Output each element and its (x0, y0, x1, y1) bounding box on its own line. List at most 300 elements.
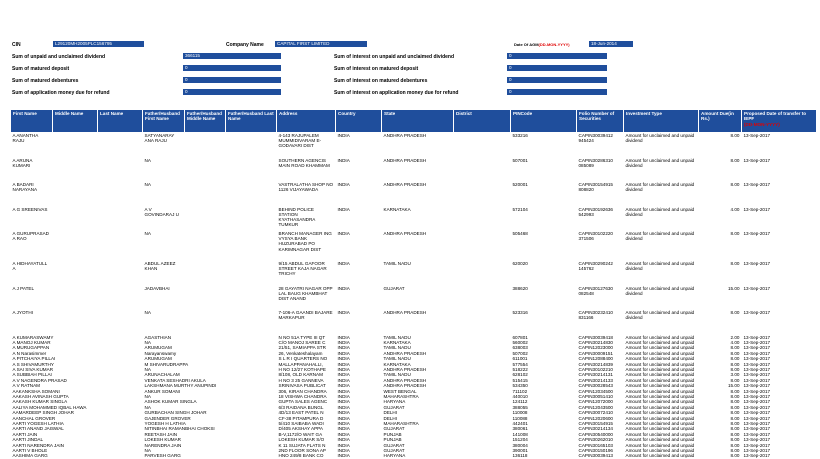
table-cell (454, 133, 511, 158)
table-cell: Amount for unclaimed and unpaid (625, 421, 695, 426)
table-cell: 13-Sep-2017 (743, 310, 771, 315)
table-cell: 136118 (512, 453, 528, 459)
table-cell: CAPIN30262010 (578, 437, 613, 443)
table-cell: 388055 (512, 404, 528, 410)
table-cell: INDIA (337, 404, 350, 410)
table-cell: TAMIL NADU (383, 334, 411, 340)
table-cell (226, 207, 277, 232)
table-cell: NA (144, 182, 151, 187)
table-cell (53, 133, 98, 158)
table-cell: 13-Sep-2017 (743, 437, 771, 443)
table-cell: ANDHRA PRADESH (383, 231, 427, 236)
table-cell: ABDUL AZEEZ KHAN (144, 261, 176, 272)
table-cell: YOGESH H LATHIA (144, 421, 186, 426)
table-cell: 4.00 (730, 206, 740, 212)
table-cell: 8.00 (730, 421, 740, 426)
table-cell: CAPIN30072410 (578, 410, 613, 416)
table-cell: TAMIL NADU (383, 345, 411, 351)
table-cell: C/O MANOJ SAREE C (278, 339, 326, 345)
table-cell: 8.00 (730, 393, 740, 399)
table-cell: AARTI NARENDRA JAIN (12, 442, 64, 448)
table-cell: BRANCH MANAGER ING VYSYA BANK HUZURABAD PO KARIMNAGAR DIST (278, 231, 332, 252)
table-cell: CAPIN30051410 (578, 393, 613, 399)
table-cell: 533216 (512, 133, 528, 138)
table-cell: 611001 (512, 356, 528, 362)
table-cell: HARYANA (383, 453, 406, 459)
interest-debentures-label: Sum of interest on matured debentures (334, 78, 428, 84)
table-cell: GAJENDER GROVER (144, 415, 191, 421)
table-cell: Amount for unclaimed and unpaid (625, 383, 695, 389)
table-cell: INDIA (337, 399, 350, 405)
table-row (11, 182, 817, 207)
table-cell: 13-Sep-2017 (743, 393, 771, 399)
table-cell: KARNATAKA (383, 361, 411, 367)
table-cell: Amount for unclaimed and unpaid (625, 415, 695, 421)
table-cell: CAPIN30214133 (578, 377, 613, 383)
table-cell: INDIA (337, 437, 350, 443)
table-cell: A HIDHAYATULL A (12, 261, 48, 272)
table-cell: AASHIMA GARG (12, 453, 48, 459)
table-cell: 110088 (512, 415, 528, 421)
table-cell: Amount for unclaimed and unpaid (625, 356, 695, 362)
table-cell: VENKATA SESHADRI AKULA (144, 377, 206, 383)
table-cell: TAMIL NADU (383, 372, 411, 378)
table-cell: ANDHRA PRADESH (383, 182, 427, 187)
col-header: Amount Due(in Rs.) (699, 110, 742, 133)
table-cell: ANDHRA PRADESH (383, 377, 427, 383)
table-cell: NA (144, 404, 151, 410)
table-cell: HNO 249/8 BANK CO (278, 453, 324, 459)
table-cell: CAPIN30165103 (578, 442, 613, 448)
table-cell (53, 158, 98, 183)
table-cell: ANDHRA PRADESH (383, 157, 427, 163)
table-cell: CAPIN30039412 945424 (578, 133, 613, 144)
table-cell: 8.00 (730, 356, 740, 362)
table-cell: 18 VISHWA CHANDRA (278, 393, 327, 399)
table-cell: CAPIN30102220 371506 (578, 231, 613, 242)
table-cell (226, 261, 277, 286)
interest-refund-field[interactable]: 0 (507, 89, 607, 95)
table-cell: A JYOTHI (12, 310, 33, 315)
table-body (11, 133, 817, 459)
table-cell: GUJARAT (383, 448, 405, 454)
table-cell: Amount for unclaimed and unpaid (625, 361, 695, 367)
table-cell: AAMARDEEP SINGH JOHAR (12, 410, 74, 416)
table-cell: 5/410 SAIBABA WADI (278, 421, 324, 426)
table-cell: CAPIN30154915 (578, 421, 613, 426)
table-cell: ASHOK KUMAR SINGLA (144, 399, 197, 405)
table-cell: INDIA (337, 383, 350, 389)
table-cell: INDIA (337, 415, 350, 421)
table-cell (454, 207, 511, 232)
col-header: Father/Husband First Name (143, 110, 185, 133)
table-cell: CAPIN12088400 (578, 356, 613, 362)
table-cell: 13-Sep-2017 (743, 426, 771, 432)
table-cell: INDIA (337, 426, 350, 432)
table-cell (454, 286, 511, 311)
table-cell: 13-Sep-2017 (743, 448, 771, 454)
col-header: Address (277, 110, 336, 133)
table-cell: ANDHRA PRADESH (383, 133, 427, 138)
table-cell: Amount for unclaimed and unpaid (625, 442, 695, 448)
table-cell: 520001 (512, 182, 528, 187)
table-cell: 13-Sep-2017 (743, 383, 771, 389)
table-cell: 21/51, SAMIAPPA STR (278, 345, 326, 351)
table-row (11, 158, 817, 183)
table-cell: A SAI SIVA KUMAR (12, 366, 54, 372)
table-cell: INDIA (337, 377, 350, 383)
table-cell: Amount for unclaimed and unpaid dividend (625, 182, 695, 193)
table-cell: AANCHAL GROVER (12, 415, 56, 421)
table-cell: Amount for unclaimed and unpaid dividend (625, 133, 695, 144)
table-cell: CAPIN30154915 808820 (578, 182, 613, 193)
table-cell (454, 182, 511, 207)
table-cell: Amount for unclaimed and unpaid (625, 448, 695, 454)
table-cell (98, 207, 143, 232)
table-cell: INDIA (337, 393, 350, 399)
table-cell: 28 GAYATRI NAGAR OPP LAL BAUG KHAMBHAT DIST ANAND (278, 285, 333, 301)
table-cell (454, 261, 511, 286)
table-cell: 13-Sep-2017 (743, 431, 771, 437)
table-cell: Amount for unclaimed and unpaid (625, 388, 695, 394)
table-cell: Amount for unclaimed and unpaid dividend (625, 261, 695, 272)
table-cell: S L R I QUARTERS NO (278, 356, 328, 362)
matured-debentures-field[interactable]: 0 (183, 77, 281, 83)
table-cell: CAPIN30028543 (578, 383, 613, 389)
table-cell: INDIA (337, 339, 350, 345)
table-cell: MAHARASHTRA (383, 393, 419, 399)
table-cell: 8.00 (730, 182, 740, 187)
interest-debentures-field[interactable]: 0 (507, 77, 607, 83)
table-cell: Amount for unclaimed and unpaid (625, 350, 695, 356)
table-cell: 13-Sep-2017 (743, 372, 771, 378)
table-cell: AARTI YOGESH LATHIA (12, 421, 64, 426)
table-cell: 2.00 (730, 334, 740, 340)
col-header: Investment Type (624, 110, 699, 133)
table-cell: A BADARI NARAYANA (12, 182, 38, 193)
table-cell: ARUMUGAM (144, 356, 172, 362)
table-cell: LOKESH KUMAR (144, 437, 182, 443)
table-cell (185, 310, 226, 335)
table-cell: 8.00 (730, 426, 740, 432)
table-cell (53, 231, 98, 261)
table-cell: 13-Sep-2017 (743, 133, 771, 138)
table-cell: CAPIN30102210 (578, 366, 613, 372)
table-cell: 13-Sep-2017 (743, 334, 771, 340)
table-cell: 306, KIRAN CHANDRA (278, 388, 327, 394)
table-cell: INDIA (337, 182, 350, 187)
col-header: First Name (11, 110, 53, 133)
table-cell: Amount for unclaimed and unpaid (625, 453, 695, 459)
table-cell (454, 231, 511, 261)
table-cell: A KUMARASWAMY (12, 334, 54, 340)
table-cell: VASTRALATHA SHOP NO 1126 VIJAYAWADA (278, 182, 334, 193)
table-cell: CAPIN30192636 542993 (578, 206, 613, 217)
table-cell: 8.00 (730, 448, 740, 454)
unpaid-dividend-field[interactable]: 366115 (183, 53, 281, 59)
table-cell: CAPIN12020600 (578, 415, 613, 421)
table-cell: 8.00 (730, 437, 740, 443)
table-cell: 8.00 (730, 261, 740, 266)
table-cell: Amount for unclaimed and unpaid (625, 393, 695, 399)
table-cell (185, 158, 226, 183)
table-cell: 3.00 (730, 372, 740, 378)
table-cell: CAPIN30039418 (578, 334, 613, 340)
table-cell: Amount for unclaimed and unpaid (625, 334, 695, 340)
table-cell: 8.00 (730, 345, 740, 351)
table-cell: 8.00 (730, 157, 740, 163)
table-cell: GUJARAT (383, 285, 405, 291)
table-cell: 8.00 (730, 310, 740, 315)
table-cell: B-V,1172/O WAIT GA (278, 431, 323, 437)
table-cell: INDIA (337, 372, 350, 378)
table-cell: SRINIVASA PUBLICAT (278, 383, 326, 389)
table-cell: Amount for unclaimed and unpaid dividend (625, 285, 695, 296)
table-cell: INDIA (337, 334, 350, 340)
table-cell: 9/15 ABDUL GAFOOR STREET KAJA NAGAR TRICHY (278, 261, 327, 277)
table-cell: KARNATAKA (383, 206, 411, 212)
table-cell: INDIA (337, 133, 350, 138)
table-cell: Amount for unclaimed and unpaid (625, 399, 695, 405)
table-cell: JADAVBHAI (144, 285, 170, 291)
table-cell: 13-Sep-2017 (743, 157, 771, 163)
table-cell: INDIA (337, 206, 350, 212)
table-cell: 4D/13 EAST PATEL N (278, 410, 324, 416)
table-cell: 534350 (512, 383, 528, 389)
table-row (11, 133, 817, 158)
table-cell: Amount for unclaimed and unpaid (625, 426, 695, 432)
table-cell: 8.00 (730, 231, 740, 236)
table-cell: 26, Venkateshalayam (278, 350, 323, 356)
table-cell: NA (144, 231, 151, 236)
table-cell: 13-Sep-2017 (743, 399, 771, 405)
table-cell: 711102 (512, 388, 528, 394)
table-cell: 8.00 (730, 361, 740, 367)
table-cell: AARTI JINDAL (12, 437, 44, 443)
table-cell: Narayanswamy (144, 350, 177, 356)
table-cell: 2ND FLOOR SONA AP (278, 448, 326, 454)
col-header: Father/Husband Middle Name (185, 110, 226, 133)
table-cell: 628102 (512, 372, 528, 378)
table-cell: 8.00 (730, 388, 740, 394)
table-cell: NA (144, 393, 151, 399)
table-cell: AARTI JAIN (12, 431, 38, 437)
table-cell: INDIA (337, 421, 350, 426)
col-header: Middle Name (53, 110, 98, 133)
table-cell: 13-Sep-2017 (743, 388, 771, 394)
table-cell: H NO 3 25 GANNEVA (278, 377, 324, 383)
table-cell: PARVESH GARG (144, 453, 181, 459)
table-cell: A V NAGENDRA PRASAD (12, 377, 67, 383)
matured-deposit-label: Sum of matured deposit (12, 66, 70, 72)
table-cell: 8.00 (730, 453, 740, 459)
table-cell: 8.00 (730, 377, 740, 383)
table-cell (53, 182, 98, 207)
table-cell: 8.00 (730, 415, 740, 421)
table-cell: 8/108, OLD KARNAM (278, 372, 323, 378)
table-cell: 13-Sep-2017 (743, 285, 771, 291)
table-cell (98, 182, 143, 207)
table-cell: GUJARAT (383, 442, 405, 448)
table-cell: Amount for unclaimed and unpaid dividend (625, 231, 695, 242)
table-cell: ANDHRA PRADESH (383, 383, 427, 389)
col-header: Folio Number of Securities (577, 110, 624, 133)
table-cell: 13-Sep-2017 (743, 410, 771, 416)
investor-table (10, 109, 817, 459)
table-cell: Amount for unclaimed and unpaid (625, 339, 695, 345)
cin-field[interactable]: L29120MH2005PLC156795 (53, 41, 144, 47)
table-cell: Amount for unclaimed and unpaid (625, 404, 695, 410)
company-name-label: Company Name (226, 42, 264, 48)
table-cell: AALIYA MOHAMMED IQBAL HAWA (12, 404, 87, 410)
interest-unpaid-field[interactable]: 0 (507, 53, 607, 59)
table-cell: PUNJAB (383, 431, 402, 437)
table-cell: N NO 51A TYPE III QT (278, 334, 326, 340)
table-cell: CAPIN12023000 (578, 345, 613, 351)
table-cell: INDIA (337, 431, 350, 437)
table-cell: 390001 (512, 448, 528, 454)
table-cell: CAPIN30039413 (578, 453, 613, 459)
table-cell: H NO 12/27 KOTHAPE (278, 366, 326, 372)
table-cell: 8.00 (730, 366, 740, 372)
table-cell: INDIA (337, 388, 350, 394)
table-cell: CAPIN30150196 (578, 448, 613, 454)
table-cell: 13-Sep-2017 (743, 453, 771, 459)
table-cell: 124112 (512, 399, 528, 405)
table-cell: 518222 (512, 366, 528, 372)
table-cell: A PITCHAIYA PILLAI (12, 356, 56, 362)
table-cell (226, 310, 277, 335)
table-cell: 13-Sep-2017 (743, 339, 771, 345)
table-cell: 13-Sep-2017 (743, 345, 771, 351)
table-cell: LOKESH KUMAR S/O (278, 437, 325, 443)
table-cell: 13-Sep-2017 (743, 231, 771, 236)
table-cell: 442401 (512, 421, 528, 426)
table-cell: KARNATAKA (383, 339, 411, 345)
table-cell: REETASH JAIN (144, 431, 178, 437)
table-cell: DELHI (383, 415, 398, 421)
table-cell: INDIA (337, 442, 350, 448)
table-cell (226, 231, 277, 261)
table-cell (53, 207, 98, 232)
table-cell: 141008 (512, 431, 528, 437)
table-cell (454, 453, 511, 458)
table-cell: M SHIVARUDRAPPA (144, 361, 189, 367)
table-cell: MAHARASHTRA (383, 421, 419, 426)
table-cell: A V GOVINDARAJ U (144, 206, 179, 217)
table-cell: HARYANA (383, 399, 406, 405)
table-cell: ANDHRA PRADESH (383, 366, 427, 372)
table-cell: CAPIN30214131 (578, 372, 613, 378)
matured-deposit-field[interactable]: 0 (183, 65, 281, 71)
table-cell: 507001 (512, 157, 528, 163)
table-cell: AGASTHIAN (144, 334, 172, 340)
table-cell: GUPTA SALES AGENC (278, 399, 328, 405)
table-cell: 8.00 (730, 404, 740, 410)
company-name-field[interactable]: CAPITAL FIRST LIMITED (275, 41, 367, 47)
table-cell: 8.00 (730, 410, 740, 416)
table-cell: 13-Sep-2017 (743, 404, 771, 410)
table-cell: 607801 (512, 334, 528, 340)
table-header-row (11, 110, 817, 133)
table-cell: INDIA (337, 410, 350, 416)
table-cell: 13-Sep-2017 (743, 261, 771, 266)
table-row (11, 286, 817, 311)
table-cell (185, 286, 226, 311)
table-cell (53, 453, 98, 458)
table-cell: CAPIN30214134 (578, 426, 613, 432)
table-cell (185, 207, 226, 232)
table-cell (98, 158, 143, 183)
interest-deposit-field[interactable]: 0 (507, 65, 607, 71)
unpaid-dividend-label: Sum of unpaid and unclaimed dividend (12, 54, 106, 60)
col-header-date: Proposed Date of transfer to IEPF (DD-MON-YYYY) (742, 110, 817, 133)
agm-date-field[interactable]: 18-Jun-2014 (589, 41, 633, 47)
table-cell: AARTI ANAND JAISWAL (12, 426, 64, 432)
table-row (11, 207, 817, 232)
table-cell: AAKASH AVINASH GUPTA (12, 393, 69, 399)
table-cell: NA (144, 310, 151, 315)
table-cell: INDIA (337, 453, 350, 459)
table-cell: Amount for unclaimed and unpaid dividend (625, 157, 695, 168)
col-header: Father/Husband Last Name (226, 110, 277, 133)
refund-field[interactable]: 0 (183, 89, 281, 95)
table-cell: 13-Sep-2017 (743, 366, 771, 372)
col-header: PINCode (511, 110, 577, 133)
table-cell: CAPIN30232410 831166 (578, 310, 613, 321)
col-header: Last Name (98, 110, 143, 133)
table-cell: 15.00 (728, 383, 740, 389)
table-cell: INDIA (337, 361, 350, 367)
table-cell (98, 231, 143, 261)
table-cell: K 11 SUJATA FLATS N (278, 442, 326, 448)
table-cell (98, 261, 143, 286)
table-cell: INDIA (337, 345, 350, 351)
table-cell: GURBACHAN SINGH JOHAR (144, 410, 207, 416)
table-cell: Amount for unclaimed and unpaid (625, 377, 695, 383)
table-cell (454, 158, 511, 183)
interest-deposit-label: Sum of interest on matured deposit (334, 66, 419, 72)
table-cell: 8.00 (730, 442, 740, 448)
table-cell: TAMIL NADU (383, 261, 411, 266)
table-cell: 13-Sep-2017 (743, 356, 771, 362)
table-cell (454, 310, 511, 335)
table-row (11, 453, 817, 458)
table-cell (98, 133, 143, 158)
table-cell: A ARUNA KUMARI (12, 157, 33, 168)
table-cell: INDIA (337, 285, 350, 291)
table-cell: Amount for unclaimed and unpaid (625, 372, 695, 378)
table-cell: SATYANARAY ANA RAJU (144, 133, 175, 144)
table-cell: Amount for unclaimed and unpaid (625, 437, 695, 443)
table-cell: ARUMUGAM (144, 345, 172, 351)
table-cell: A J PATEL (12, 285, 35, 291)
col-header: Country (336, 110, 382, 133)
table-cell: CAPIN30286310 085089 (578, 157, 613, 168)
table-cell: INDIA (337, 350, 350, 356)
table-cell: GUJARAT (383, 404, 405, 410)
table-cell (185, 182, 226, 207)
interest-refund-label: Sum of interest on application money due for refund (334, 90, 459, 96)
table-cell: Amount for unclaimed and unpaid (625, 410, 695, 416)
table-cell: NITINBHAI RAMANBHAI CHOKSI (144, 426, 215, 432)
table-cell: 523316 (512, 310, 528, 315)
table-cell: 560002 (512, 339, 528, 345)
table-cell (98, 286, 143, 311)
table-cell: CAPIN30009151 (578, 350, 613, 356)
table-cell: A G SREENIVAS (12, 206, 48, 212)
table-cell (226, 158, 277, 183)
